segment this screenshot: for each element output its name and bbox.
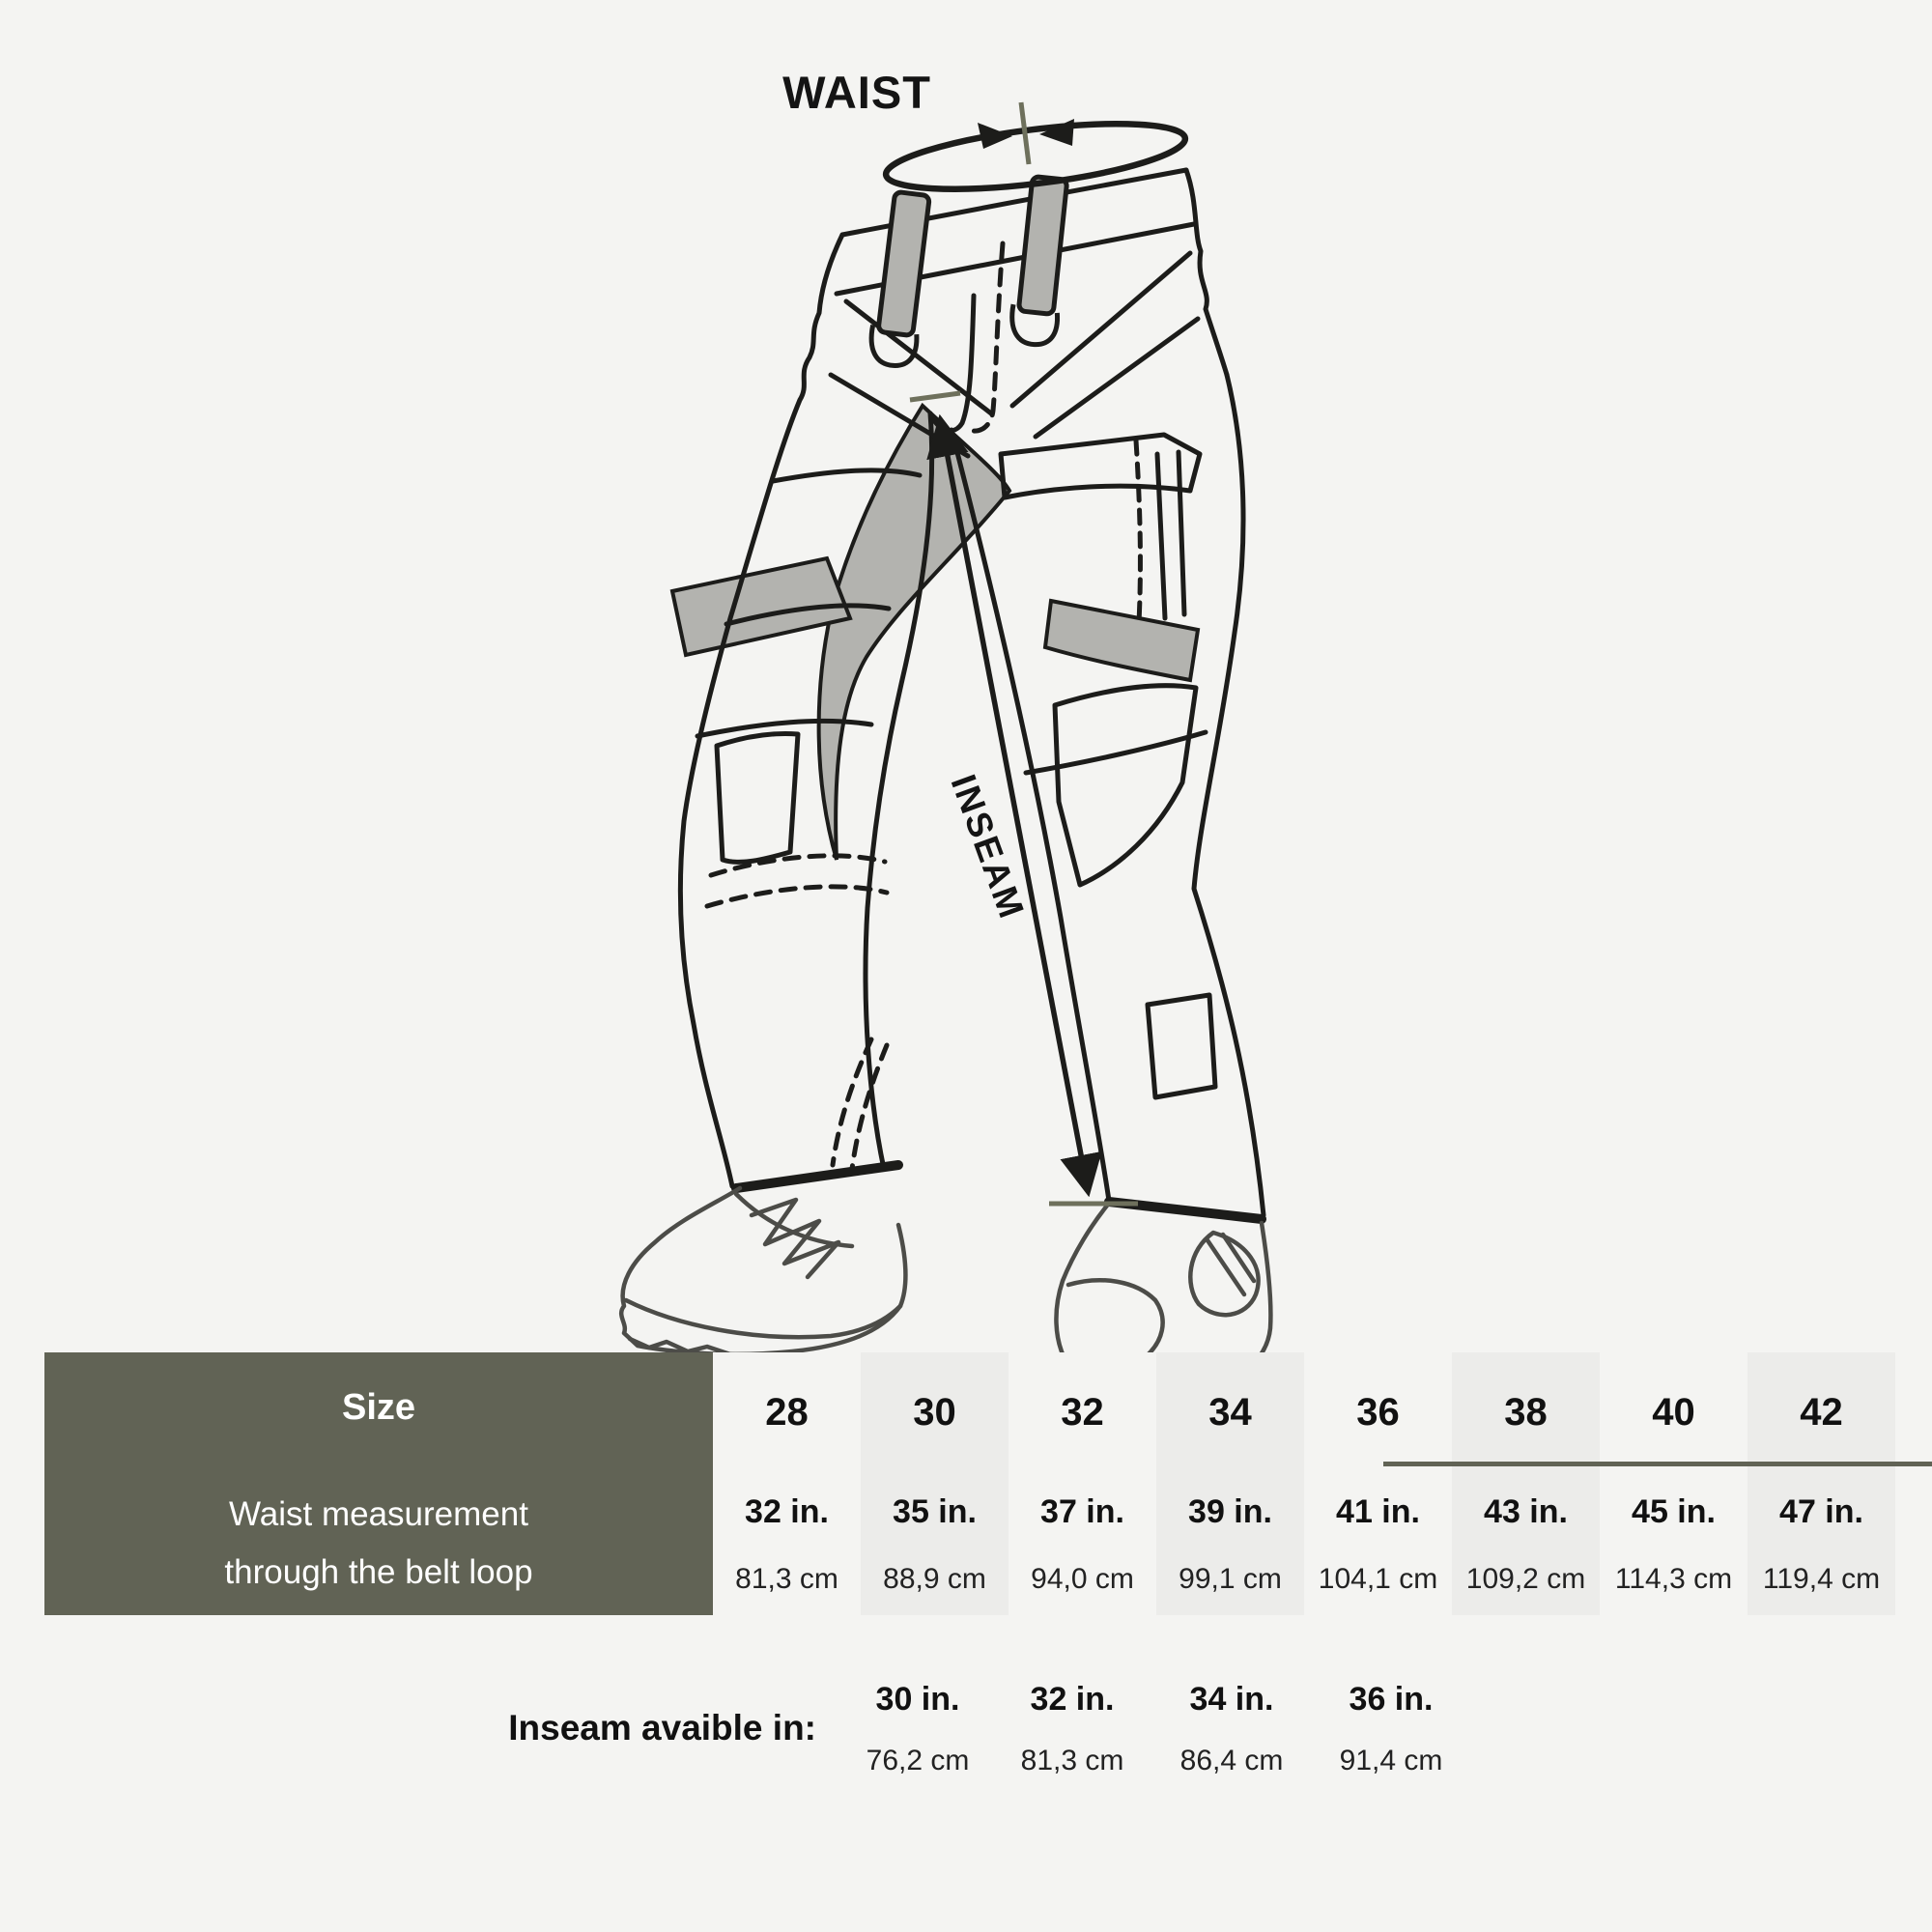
right-cargo-flap: [1001, 435, 1200, 497]
inseam-cm: 91,4 cm: [1339, 1745, 1443, 1776]
right-cargo-zip: [1136, 440, 1140, 623]
waist-cm: 99,1 cm: [1179, 1563, 1282, 1595]
right-boot-heel: [1068, 1280, 1163, 1352]
waist-cm: 88,9 cm: [883, 1563, 986, 1595]
waist-inches: 39 in.: [1188, 1493, 1272, 1530]
size-value: 32: [1061, 1391, 1104, 1434]
left-cuff: [736, 1165, 898, 1188]
waist-measurement-row-label: [44, 1486, 713, 1602]
right-shin-pocket: [1148, 995, 1215, 1097]
right-boot-lace-lines: [1208, 1235, 1254, 1294]
inseam-availability-section: [0, 1681, 1932, 1816]
size-value: 28: [765, 1391, 809, 1434]
right-knee-pocket: [1055, 686, 1196, 885]
left-boot-laces: [752, 1200, 838, 1277]
waist-cm: 119,4 cm: [1762, 1563, 1881, 1595]
table-divider-line: [1383, 1462, 1932, 1466]
inseam-inches: 30 in.: [875, 1681, 960, 1718]
waist-measure-label: WAIST: [782, 67, 931, 118]
waist-inches: 32 in.: [745, 1493, 829, 1530]
size-value: 36: [1356, 1391, 1400, 1434]
size-value: 30: [913, 1391, 956, 1434]
inseam-inches: 32 in.: [1030, 1681, 1115, 1718]
size-column-42: [1747, 1352, 1895, 1615]
inseam-option-34: [1150, 1681, 1314, 1806]
left-cargo-pocket: [717, 734, 798, 863]
size-header-label: Size: [341, 1387, 416, 1428]
size-column-34: [1156, 1352, 1304, 1615]
size-table-header-box: [44, 1352, 713, 1615]
size-column-28: [713, 1352, 861, 1615]
waist-inches: 37 in.: [1040, 1493, 1124, 1530]
inseam-cm: 76,2 cm: [866, 1745, 970, 1776]
crotch-marker: [910, 393, 960, 400]
right-cargo-strip-1: [1157, 454, 1165, 618]
inseam-inches: 36 in.: [1349, 1681, 1434, 1718]
waist-inches: 35 in.: [893, 1493, 977, 1530]
waist-inches: 41 in.: [1336, 1493, 1420, 1530]
size-column-30: [861, 1352, 1009, 1615]
pants-outline: [680, 170, 1264, 1219]
front-rise-seam: [930, 296, 974, 431]
gray-accent-panels: [672, 406, 1198, 860]
waist-measurement-row-label-line2: through the belt loop: [224, 1553, 533, 1591]
right-yoke-line-2: [1036, 319, 1198, 437]
size-column-40: [1600, 1352, 1747, 1615]
size-value: 38: [1504, 1391, 1548, 1434]
size-column-38: [1452, 1352, 1600, 1615]
inseam-measure-label: INSEAM: [943, 769, 1033, 925]
waist-cm: 109,2 cm: [1465, 1563, 1586, 1595]
left-knee-dash-1: [711, 856, 885, 875]
size-column-32: [1009, 1352, 1156, 1615]
waist-right-edge: [1186, 170, 1227, 375]
right-knee-seam: [1026, 732, 1206, 773]
inseam-option-32: [990, 1681, 1154, 1806]
inseam-option-36: [1309, 1681, 1473, 1806]
left-boot-sole: [626, 1300, 900, 1337]
waist-cm: 104,1 cm: [1318, 1563, 1438, 1595]
waist-cm: 94,0 cm: [1031, 1563, 1134, 1595]
inseam-option-30: [836, 1681, 1000, 1806]
inseam-inches: 34 in.: [1189, 1681, 1274, 1718]
waist-arrowhead-right: [978, 123, 1012, 149]
inseam-cm: 86,4 cm: [1179, 1745, 1284, 1776]
waist-inches: 45 in.: [1632, 1493, 1716, 1530]
size-column-36: [1304, 1352, 1452, 1615]
size-value: 40: [1652, 1391, 1695, 1434]
belt-loop-right: [1018, 176, 1066, 314]
inseam-cm: 81,3 cm: [1020, 1745, 1124, 1776]
waist-cm: 114,3 cm: [1614, 1563, 1733, 1595]
size-value: 34: [1208, 1391, 1252, 1434]
left-knee-dash-2: [707, 887, 887, 906]
waist-measurement-row-label-line1: Waist measurement: [229, 1495, 528, 1533]
belt-loop-left: [878, 191, 930, 335]
right-thigh-band: [1045, 601, 1198, 680]
right-cargo-strip-2: [1179, 452, 1184, 614]
size-table: [44, 1352, 1895, 1615]
waist-cm: 81,3 cm: [735, 1563, 838, 1595]
waist-arrowhead-left: [1039, 119, 1074, 146]
inseam-available-label: Inseam avaible in:: [508, 1708, 816, 1747]
waist-inches: 43 in.: [1484, 1493, 1568, 1530]
size-value: 42: [1800, 1391, 1843, 1434]
waist-inches: 47 in.: [1779, 1493, 1863, 1530]
size-columns: [713, 1352, 1895, 1615]
